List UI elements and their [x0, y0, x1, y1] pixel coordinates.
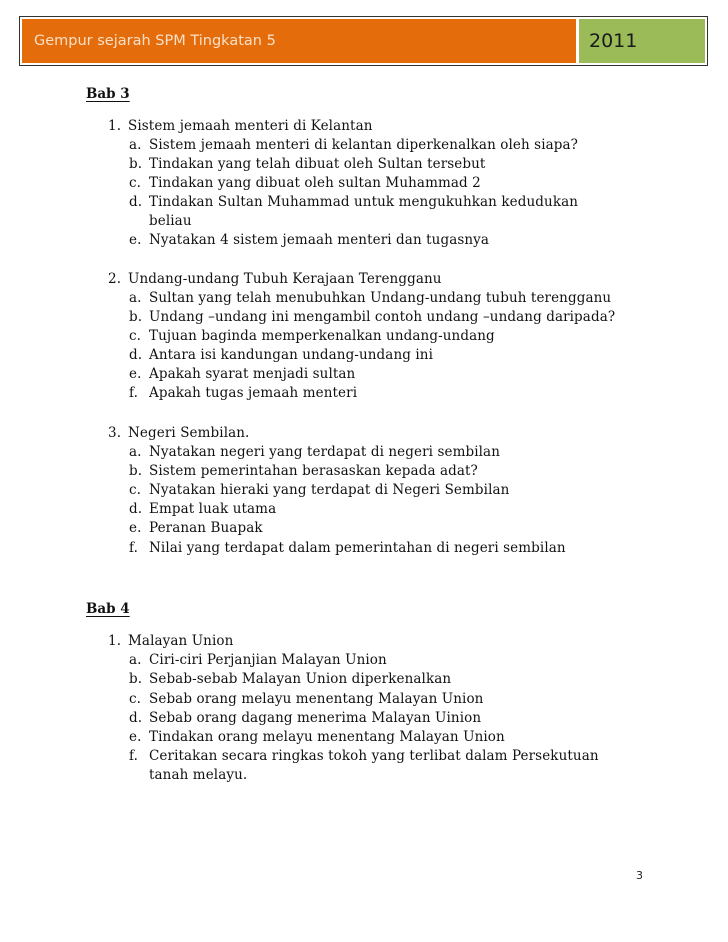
- sub-item-text: Empat luak utama: [149, 501, 277, 517]
- sub-marker: a.: [129, 652, 142, 668]
- sub-item-text: Ceritakan secara ringkas tokoh yang terlibat dalam Persekutuan: [149, 748, 599, 764]
- sub-item-text: Undang –undang ini mengambil contoh undang –undang daripada?: [149, 309, 616, 325]
- sub-marker: e.: [129, 520, 142, 536]
- sub-item-text: beliau: [149, 213, 192, 229]
- sub-item-text: Sebab orang melayu menentang Malayan Union: [149, 691, 484, 707]
- sub-marker: b.: [129, 309, 143, 325]
- sub-marker: b.: [129, 463, 143, 479]
- list-number: 1.: [108, 118, 122, 134]
- chapter-title-bab3: Bab 3: [86, 86, 130, 102]
- sub-marker: d.: [129, 501, 143, 517]
- header-title: Gempur sejarah SPM Tingkatan 5: [34, 33, 276, 49]
- sub-marker: c.: [129, 328, 142, 344]
- page-header: [19, 16, 708, 66]
- sub-item-text: Apakah syarat menjadi sultan: [149, 366, 356, 382]
- sub-marker: c.: [129, 482, 142, 498]
- sub-marker: b.: [129, 156, 143, 172]
- list-item-text: Negeri Sembilan.: [128, 425, 250, 441]
- header-title-cell: [22, 19, 576, 63]
- sub-item-text: Sultan yang telah menubuhkan Undang-undang tubuh terengganu: [149, 290, 612, 306]
- list-item-text: Sistem jemaah menteri di Kelantan: [128, 118, 373, 134]
- sub-item-text: Nyatakan 4 sistem jemaah menteri dan tugasnya: [149, 232, 490, 248]
- sub-item-text: Tindakan orang melayu menentang Malayan Union: [149, 729, 505, 745]
- sub-item-text: Sebab-sebab Malayan Union diperkenalkan: [149, 671, 452, 687]
- sub-marker: a.: [129, 137, 142, 153]
- sub-marker: e.: [129, 232, 142, 248]
- sub-item-text: Antara isi kandungan undang-undang ini: [149, 347, 434, 363]
- sub-item-text: Nilai yang terdapat dalam pemerintahan di negeri sembilan: [149, 540, 566, 556]
- sub-item-text: Tindakan Sultan Muhammad untuk mengukuhkan kedudukan: [149, 194, 579, 210]
- sub-marker: d.: [129, 710, 143, 726]
- list-number: 1.: [108, 633, 122, 649]
- sub-item-text: Sistem jemaah menteri di kelantan diperkenalkan oleh siapa?: [149, 137, 578, 153]
- sub-item-text: Tindakan yang dibuat oleh sultan Muhammad 2: [149, 175, 481, 191]
- sub-marker: e.: [129, 729, 142, 745]
- sub-item-text: Apakah tugas jemaah menteri: [149, 385, 358, 401]
- sub-marker: f.: [129, 540, 139, 556]
- sub-marker: c.: [129, 691, 142, 707]
- sub-item-text: Tindakan yang telah dibuat oleh Sultan tersebut: [149, 156, 486, 172]
- page-number: 3: [636, 869, 643, 882]
- header-year-cell: [579, 19, 705, 63]
- sub-item-text: Peranan Buapak: [149, 520, 263, 536]
- sub-marker: a.: [129, 444, 142, 460]
- sub-marker: e.: [129, 366, 142, 382]
- sub-marker: d.: [129, 347, 143, 363]
- sub-item-text: tanah melayu.: [149, 767, 248, 783]
- chapter-title-bab4: Bab 4: [86, 601, 130, 617]
- sub-item-text: Nyatakan hieraki yang terdapat di Negeri Sembilan: [149, 482, 510, 498]
- sub-marker: c.: [129, 175, 142, 191]
- list-item-text: Undang-undang Tubuh Kerajaan Terengganu: [128, 271, 442, 287]
- sub-marker: a.: [129, 290, 142, 306]
- header-year: 2011: [589, 30, 638, 52]
- sub-marker: f.: [129, 748, 139, 764]
- sub-marker: f.: [129, 385, 139, 401]
- sub-item-text: Tujuan baginda memperkenalkan undang-undang: [149, 328, 495, 344]
- list-item-text: Malayan Union: [128, 633, 234, 649]
- sub-marker: d.: [129, 194, 143, 210]
- sub-item-text: Ciri-ciri Perjanjian Malayan Union: [149, 652, 387, 668]
- sub-item-text: Nyatakan negeri yang terdapat di negeri sembilan: [149, 444, 500, 460]
- sub-item-text: Sistem pemerintahan berasaskan kepada adat?: [149, 463, 478, 479]
- sub-item-text: Sebab orang dagang menerima Malayan Uinion: [149, 710, 482, 726]
- sub-marker: b.: [129, 671, 143, 687]
- list-number: 2.: [108, 271, 122, 287]
- list-number: 3.: [108, 425, 122, 441]
